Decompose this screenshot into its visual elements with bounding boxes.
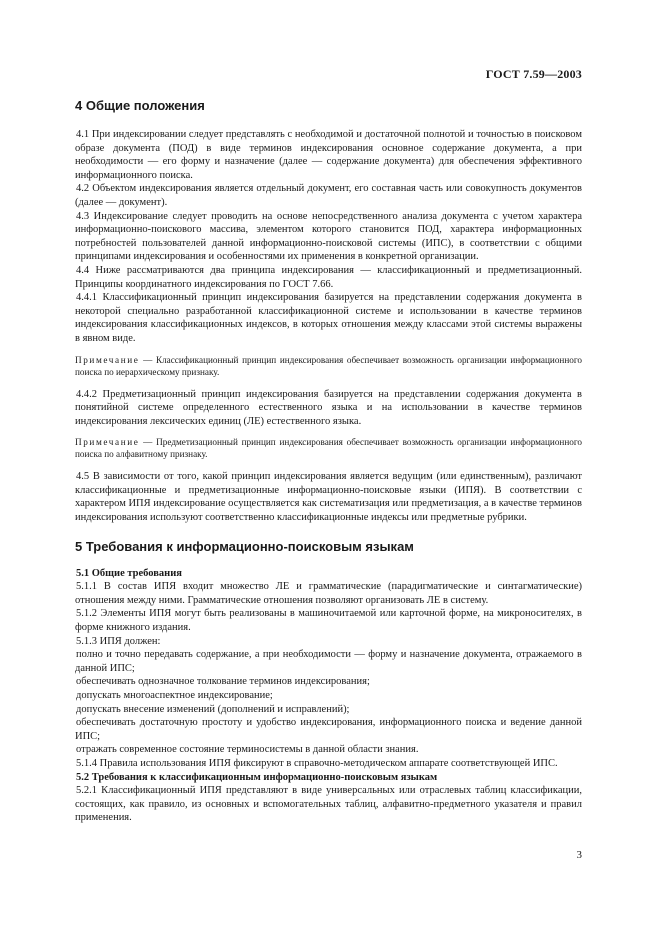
page-number: 3: [576, 849, 582, 861]
subsection-5-1-title: 5.1 Общие требования: [76, 567, 182, 579]
subsection-5-2-title: 5.2 Требования к классификационным информационно-поисковым языкам: [76, 771, 438, 783]
section-4-title: 4 Общие положения: [75, 98, 205, 113]
note-classification: [75, 354, 582, 378]
note-text: — Классификационный принцип индексирования обеспечивает возможность организации информационного поиска по иерархическому признаку.: [75, 354, 582, 377]
list-item: допускать многоаспектное индексирование;: [76, 690, 273, 701]
section-5-title: 5 Требования к информационно-поисковым языкам: [75, 538, 414, 554]
note-subject: [75, 436, 582, 460]
paragraph-5-1-3: 5.1.3 ИПЯ должен:: [76, 635, 161, 647]
paragraph-4-5: 4.5 В зависимости от того, какой принцип индексирования является ведущим (или единственным), различают классификационные и предметизационные информационно-поисковые языки (ИПЯ). В соответствии с характером ИПЯ индексирование осуществляется как систематизация или предметизация, а в качестве терминов индексирования используют соответственно классификационные индексы или предметные рубрики.: [75, 471, 582, 524]
list-item: обеспечивать однозначное толкование терминов индексирования;: [76, 676, 370, 688]
paragraph-4-4: 4.4 Ниже рассматриваются два принципа индексирования — классификационный и предметизационный. Принципы координатного индексирования по ГОСТ 7.66.: [75, 264, 582, 290]
paragraph-4-3: 4.3 Индексирование следует проводить на основе непосредственного анализа документа с учетом характера информационно-поискового массива, элементом которого становится ПОД, характера информационных потребностей пользователей данной информационно-поисковой системы (ИПС), в соответствии с общими принципами индексирования и особенностями их применения в конкретной организации.: [75, 210, 582, 263]
list-item: допускать внесение изменений (дополнений и исправлений);: [76, 703, 350, 715]
paragraph-5-1-4: 5.1.4 Правила использования ИПЯ фиксируют в справочно-методическом аппарате соответствующей ИПС.: [76, 757, 558, 769]
paragraph-4-4-2: 4.4.2 Предметизационный принцип индексирования базируется на представлении содержания документа в понятийной системе определенного естественного языка и на использовании в качестве терминов индексирования лексических единиц (ЛЕ) естественного языка.: [75, 388, 582, 427]
paragraph-4-4-1: 4.4.1 Классификационный принцип индексирования базируется на представлении содержания документа в некоторой специально разработанной классификационной системе и использовании в качестве терминов индексирования классификационных индексов, в которых отношения между классами этой системы выражены в явном виде.: [75, 292, 582, 344]
paragraph-5-2-1: 5.2.1 Классификационный ИПЯ представляют в виде универсальных или отраслевых таблиц классификации, состоящих, как правило, из основных и вспомогательных таблиц, алфавитно-предметного указателя и правил применения.: [75, 785, 582, 824]
paragraph-4-1: 4.1 При индексировании следует представлять с необходимой и достаточной полнотой и точностью в поисковом образе документа (ПОД) в виде терминов индексирования основное содержание документа, а при необходимости — его форму и назначение (далее — содержание документа) для обеспечения эффективного информационного поиска.: [75, 129, 582, 181]
note-label: Примечание: [75, 437, 140, 448]
paragraph-4-2: 4.2 Объектом индексирования является отдельный документ, его составная часть или совокупность документов (далее — документ).: [75, 183, 582, 208]
list-item: полно и точно передавать содержание, а при необходимости — форму и назначение документа, отражаемого в данной ИПС;: [75, 649, 582, 674]
note-label: Примечание: [75, 354, 140, 365]
list-item: обеспечивать достаточную простоту и удобство индексирования, информационного поиска и ведение данной ИПС;: [75, 717, 582, 742]
paragraph-5-1-2: 5.1.2 Элементы ИПЯ могут быть реализованы в машиночитаемой или карточной форме, на микроносителях, в форме книжного издания.: [75, 608, 582, 634]
document-body: [75, 98, 582, 825]
list-item: отражать современное состояние терминосистемы в данной области знания.: [76, 744, 419, 756]
paragraph-5-1-1: 5.1.1 В состав ИПЯ входит множество ЛЕ и грамматические (парадигматические и синтагматические) отношения между ними. Грамматические отношения позволяют организовать ЛЕ в систему.: [75, 581, 582, 606]
note-text: — Предметизационный принцип индексирования обеспечивает возможность организации информационного поиска по алфавитному признаку.: [75, 437, 582, 460]
document-header: ГОСТ 7.59—2003: [485, 67, 582, 81]
